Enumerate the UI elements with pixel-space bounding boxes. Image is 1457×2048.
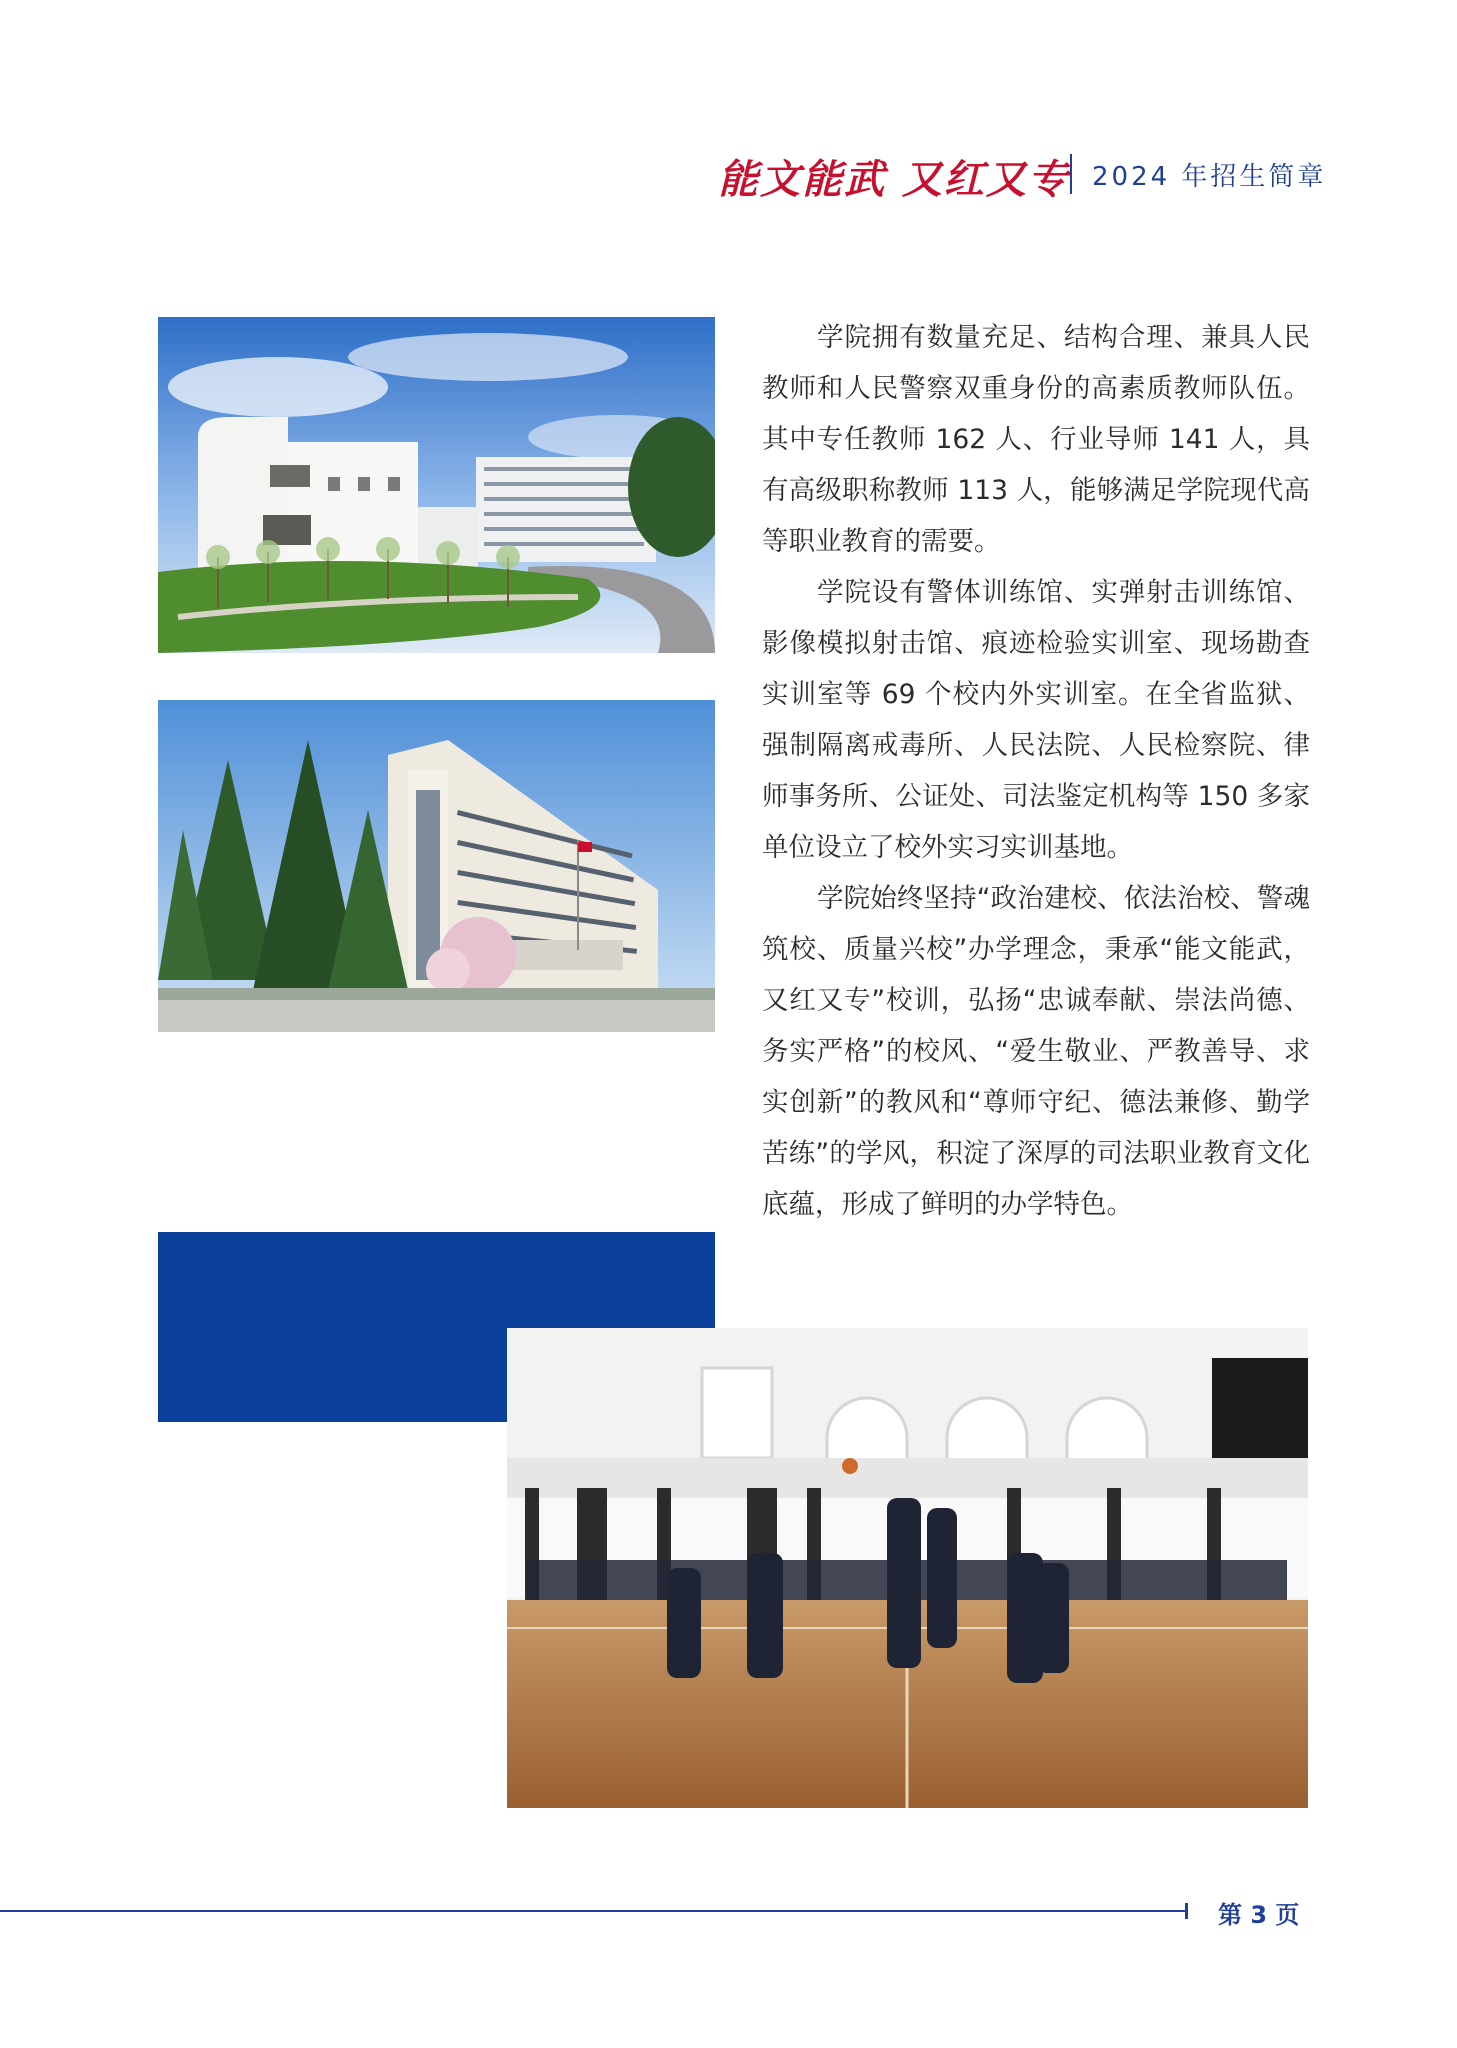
paragraph-faculty: 学院拥有数量充足、结构合理、兼具人民教师和人民警察双重身份的高素质教师队伍。其中专任教师 162 人、行业导师 141 人，具有高级职称教师 113 人，能够满足学院现代高等职业教育的需要。 <box>762 322 1310 557</box>
footer-tick <box>1185 1903 1188 1919</box>
school-motto: 能文能武 又红又专 <box>718 156 1070 203</box>
page-header <box>0 148 1457 208</box>
gym-basketball-photo <box>507 1328 1308 1808</box>
brochure-title: 2024 年招生简章 <box>1092 162 1327 192</box>
page-number: 第 3 页 <box>1218 1901 1300 1929</box>
body-text <box>762 312 1310 1230</box>
teaching-building-photo <box>158 700 715 1032</box>
paragraph-philosophy: 学院始终坚持“政治建校、依法治校、警魂筑校、质量兴校”办学理念，秉承“能文能武，又红又专”校训，弘扬“忠诚奉献、崇法尚德、务实严格”的校风、“爱生敬业、严教善导、求实创新”的教风和“尊师守纪、德法兼修、勤学苦练”的学风，积淀了深厚的司法职业教育文化底蕴，形成了鲜明的办学特色。 <box>762 883 1310 1220</box>
paragraph-facilities: 学院设有警体训练馆、实弹射击训练馆、影像模拟射击馆、痕迹检验实训室、现场勘查实训室等 69 个校内外实训室。在全省监狱、强制隔离戒毒所、人民法院、人民检察院、律师事务所、公证处、司法鉴定机构等 150 多家单位设立了校外实习实训基地。 <box>762 577 1310 863</box>
footer-line <box>0 1910 1186 1912</box>
campus-building-photo <box>158 317 715 653</box>
header-divider <box>1070 154 1072 194</box>
